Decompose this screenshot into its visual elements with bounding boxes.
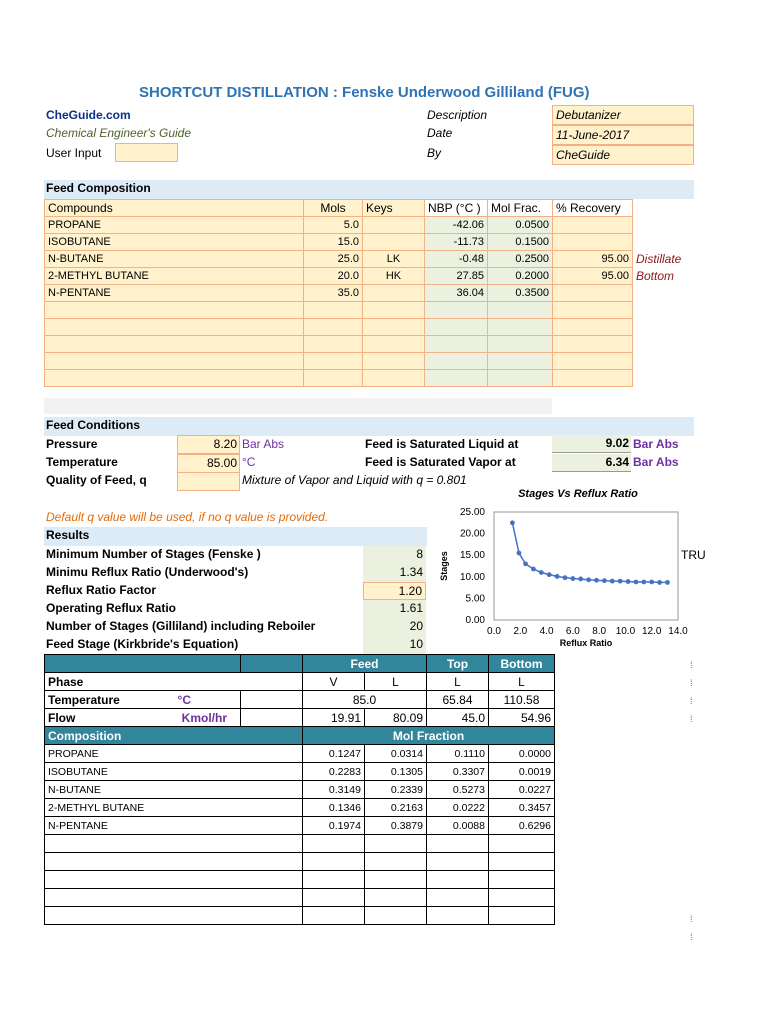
- data-point: [634, 580, 639, 585]
- edge-mark: ⁞: [690, 714, 693, 724]
- data-point: [618, 579, 623, 584]
- feed-row: [45, 251, 695, 268]
- mols-input[interactable]: [304, 353, 363, 370]
- nbp-value: -11.73: [425, 234, 488, 251]
- composition-name: [45, 871, 303, 889]
- feed-conditions-header: Feed Conditions: [44, 417, 694, 436]
- molfrac-value: 0.2000: [488, 268, 553, 285]
- key-input[interactable]: [363, 353, 425, 370]
- molfrac-value: [488, 336, 553, 353]
- key-input[interactable]: [363, 370, 425, 387]
- composition-value: 0.5273: [427, 781, 489, 799]
- key-input[interactable]: LK: [363, 251, 425, 268]
- composition-value: [365, 835, 427, 853]
- data-point: [626, 579, 631, 584]
- edge-mark: ⁞: [690, 696, 693, 706]
- q-label: Quality of Feed, q: [46, 473, 147, 487]
- feed-row: [45, 217, 695, 234]
- mixture-note: Mixture of Vapor and Liquid with q = 0.801: [242, 473, 467, 487]
- composition-value: 0.1346: [303, 799, 365, 817]
- composition-row: [45, 745, 555, 763]
- data-point: [510, 520, 515, 525]
- compound-name[interactable]: N-BUTANE: [45, 251, 304, 268]
- composition-name: ISOBUTANE: [45, 763, 303, 781]
- composition-name: [45, 889, 303, 907]
- composition-value: [303, 871, 365, 889]
- composition-value: [365, 853, 427, 871]
- stream-table: [44, 654, 555, 925]
- plot-area: [494, 512, 678, 620]
- data-point: [641, 580, 646, 585]
- composition-value: [365, 871, 427, 889]
- molfrac-value: [488, 370, 553, 387]
- recovery-label: [633, 353, 695, 370]
- composition-value: 0.0222: [427, 799, 489, 817]
- flow-top: 45.0: [427, 709, 489, 727]
- recovery-input[interactable]: 95.00: [553, 251, 633, 268]
- recovery-label: Distillate: [636, 252, 682, 266]
- col-mols: Mols: [304, 200, 363, 217]
- pressure-label: Pressure: [46, 437, 98, 451]
- composition-value: 0.0314: [365, 745, 427, 763]
- chart-title: Stages Vs Reflux Ratio: [518, 488, 638, 500]
- nbp-value: [425, 370, 488, 387]
- molfrac-value: [488, 319, 553, 336]
- temp-feed: 85.0: [303, 691, 427, 709]
- col-compounds: Compounds: [45, 200, 304, 217]
- mols-input[interactable]: 35.0: [304, 285, 363, 302]
- temp-unit: °C: [177, 692, 191, 707]
- recovery-label: Bottom: [636, 269, 675, 283]
- molfrac-value: 0.3500: [488, 285, 553, 302]
- col-keys: Keys: [363, 200, 425, 217]
- top-col-header: Top: [427, 655, 489, 673]
- nbp-value: 36.04: [425, 285, 488, 302]
- date-label: Date: [427, 126, 453, 140]
- key-input[interactable]: [363, 302, 425, 319]
- q-input[interactable]: [177, 472, 240, 491]
- temp-bottom: 110.58: [489, 691, 555, 709]
- key-input[interactable]: [363, 336, 425, 353]
- x-tick-label: 6.0: [565, 626, 580, 637]
- phase-l: L: [365, 673, 427, 691]
- composition-value: [489, 871, 555, 889]
- edge-mark: ⁞: [690, 660, 693, 670]
- x-tick-label: 4.0: [539, 626, 554, 637]
- date-input[interactable]: [552, 125, 694, 145]
- temperature-label: Temperature: [46, 455, 118, 469]
- mols-input[interactable]: [304, 370, 363, 387]
- composition-value: 0.1974: [303, 817, 365, 835]
- pressure-value: 8.20: [213, 437, 237, 451]
- mols-input[interactable]: 15.0: [304, 234, 363, 251]
- recovery-input[interactable]: 95.00: [553, 268, 633, 285]
- data-point: [657, 580, 662, 585]
- composition-value: [427, 853, 489, 871]
- composition-value: 0.3879: [365, 817, 427, 835]
- nbp-value: [425, 353, 488, 370]
- description-input[interactable]: [552, 105, 694, 125]
- composition-name: [45, 853, 303, 871]
- composition-value: [427, 889, 489, 907]
- y-tick-label: 25.00: [459, 507, 485, 518]
- x-tick-label: 12.0: [641, 626, 662, 637]
- molfrac-value: [488, 353, 553, 370]
- composition-value: 0.1305: [365, 763, 427, 781]
- composition-value: 0.1110: [427, 745, 489, 763]
- recovery-label: [633, 217, 695, 234]
- result-label: Operating Reflux Ratio: [46, 601, 177, 615]
- data-point: [539, 570, 544, 575]
- sat-liquid-label: Feed is Saturated Liquid at: [365, 437, 519, 451]
- result-value: 1.34: [363, 564, 426, 582]
- x-tick-label: 2.0: [513, 626, 528, 637]
- composition-row: [45, 763, 555, 781]
- result-row: [44, 600, 428, 618]
- key-input[interactable]: [363, 217, 425, 234]
- nbp-value: 27.85: [425, 268, 488, 285]
- compound-name[interactable]: [45, 319, 304, 336]
- data-point: [555, 574, 560, 579]
- recovery-label: [633, 370, 695, 387]
- recovery-input[interactable]: [553, 217, 633, 234]
- recovery-input[interactable]: [553, 353, 633, 370]
- sat-vapor-label: Feed is Saturated Vapor at: [365, 455, 516, 469]
- molfrac-value: 0.1500: [488, 234, 553, 251]
- description-value: Debutanizer: [556, 108, 621, 122]
- date-value: 11-June-2017: [556, 128, 630, 142]
- compound-name[interactable]: [45, 353, 304, 370]
- composition-value: 0.0227: [489, 781, 555, 799]
- composition-name: N-PENTANE: [45, 817, 303, 835]
- x-tick-label: 10.0: [615, 626, 636, 637]
- edge-mark: ⁞: [690, 678, 693, 688]
- feed-col-header: Feed: [303, 655, 427, 673]
- composition-value: 0.3457: [489, 799, 555, 817]
- phase-top: L: [427, 673, 489, 691]
- composition-value: 0.6296: [489, 817, 555, 835]
- stream-table-wrap: [44, 654, 555, 925]
- composition-name: [45, 835, 303, 853]
- recovery-input[interactable]: [553, 319, 633, 336]
- compound-name[interactable]: 2-METHYL BUTANE: [45, 268, 304, 285]
- composition-row: [45, 871, 555, 889]
- feed-row: [45, 234, 695, 251]
- composition-value: 0.3149: [303, 781, 365, 799]
- composition-value: [427, 871, 489, 889]
- composition-row: [45, 889, 555, 907]
- site-subtitle: Chemical Engineer's Guide: [46, 126, 192, 140]
- composition-value: [427, 907, 489, 925]
- recovery-input[interactable]: [553, 302, 633, 319]
- feed-row: [45, 302, 695, 319]
- y-tick-label: 20.00: [459, 528, 485, 540]
- temperature-unit: °C: [242, 455, 256, 469]
- page-title: SHORTCUT DISTILLATION : Fenske Underwood Gilliland (FUG): [139, 84, 590, 101]
- data-point: [586, 577, 591, 582]
- composition-value: 0.2283: [303, 763, 365, 781]
- flow-bottom: 54.96: [489, 709, 555, 727]
- x-tick-label: 0.0: [487, 626, 501, 637]
- temperature-value: 85.00: [206, 456, 237, 470]
- sat-vapor-value: 6.34: [552, 454, 631, 472]
- feed-row: [45, 268, 695, 285]
- nbp-value: -0.48: [425, 251, 488, 268]
- recovery-input[interactable]: [553, 285, 633, 302]
- key-input[interactable]: [363, 234, 425, 251]
- compound-name[interactable]: N-PENTANE: [45, 285, 304, 302]
- data-point: [531, 567, 536, 572]
- compound-name[interactable]: ISOBUTANE: [45, 234, 304, 251]
- sat-liquid-value: 9.02: [552, 435, 631, 453]
- molfrac-value: [488, 302, 553, 319]
- series-line: [512, 523, 667, 583]
- feed-composition-table: [44, 199, 695, 387]
- composition-row: [45, 853, 555, 871]
- compound-name[interactable]: PROPANE: [45, 217, 304, 234]
- result-label: Minimu Reflux Ratio (Underwood's): [46, 565, 249, 579]
- nbp-value: -42.06: [425, 217, 488, 234]
- key-input[interactable]: [363, 285, 425, 302]
- result-row: [44, 636, 428, 654]
- col-recovery: % Recovery: [553, 200, 633, 217]
- nbp-value: [425, 336, 488, 353]
- user-input-legend-box: [115, 143, 178, 162]
- x-tick-label: 8.0: [592, 626, 607, 637]
- feed-row: [45, 353, 695, 370]
- composition-value: [303, 835, 365, 853]
- side-text: TRU: [681, 548, 706, 562]
- result-value: 20: [363, 618, 426, 636]
- sat-liquid-unit: Bar Abs: [633, 437, 679, 451]
- composition-value: 0.2339: [365, 781, 427, 799]
- data-point: [517, 551, 522, 556]
- site-name[interactable]: CheGuide.com: [46, 108, 131, 122]
- feed-composition-header: Feed Composition: [44, 180, 694, 199]
- composition-row: [45, 907, 555, 925]
- composition-value: [303, 853, 365, 871]
- composition-value: [365, 907, 427, 925]
- composition-value: 0.2163: [365, 799, 427, 817]
- col-molfrac: Mol Frac.: [488, 200, 553, 217]
- mols-input[interactable]: [304, 336, 363, 353]
- data-point: [578, 577, 583, 582]
- edge-mark: ⁞: [690, 914, 693, 924]
- mols-input[interactable]: 5.0: [304, 217, 363, 234]
- composition-value: [427, 835, 489, 853]
- data-point: [547, 572, 552, 577]
- result-label: Reflux Ratio Factor: [46, 583, 157, 597]
- composition-value: 0.0019: [489, 763, 555, 781]
- composition-value: [489, 907, 555, 925]
- recovery-label: [633, 285, 695, 302]
- y-axis-label: Stages: [439, 551, 449, 581]
- composition-value: [303, 907, 365, 925]
- result-row: [44, 582, 428, 600]
- mols-input[interactable]: 25.0: [304, 251, 363, 268]
- result-row: [44, 546, 428, 564]
- data-point: [602, 578, 607, 583]
- result-value: 10: [363, 636, 426, 654]
- data-point: [594, 578, 599, 583]
- composition-row: [45, 835, 555, 853]
- y-tick-label: 15.00: [459, 550, 485, 562]
- data-point: [570, 576, 575, 581]
- molfrac-value: 0.0500: [488, 217, 553, 234]
- composition-value: [303, 889, 365, 907]
- data-point: [665, 580, 670, 585]
- data-point: [523, 561, 528, 566]
- bottom-col-header: Bottom: [489, 655, 555, 673]
- composition-name: PROPANE: [45, 745, 303, 763]
- feed-row: [45, 319, 695, 336]
- y-tick-label: 5.00: [465, 593, 485, 605]
- result-label: Number of Stages (Gilliland) including Reboiler: [46, 619, 316, 633]
- composition-value: [489, 889, 555, 907]
- x-tick-label: 14.0: [668, 626, 688, 637]
- compound-name[interactable]: [45, 302, 304, 319]
- result-label: Feed Stage (Kirkbride's Equation): [46, 637, 239, 651]
- composition-name: 2-METHYL BUTANE: [45, 799, 303, 817]
- composition-row: [45, 817, 555, 835]
- temp-top: 65.84: [427, 691, 489, 709]
- result-row: [44, 564, 428, 582]
- recovery-label: [633, 302, 695, 319]
- reflux-factor-input[interactable]: 1.20: [363, 582, 426, 600]
- composition-row: [45, 799, 555, 817]
- by-label: By: [427, 146, 442, 160]
- mols-input[interactable]: 20.0: [304, 268, 363, 285]
- flow-label: Flow Kmol/hr: [45, 709, 241, 727]
- feed-composition-table-wrap: [44, 199, 695, 387]
- data-point: [649, 580, 654, 585]
- nbp-value: [425, 319, 488, 336]
- molfrac-value: 0.2500: [488, 251, 553, 268]
- x-axis-label: Reflux Ratio: [559, 638, 613, 648]
- recovery-input[interactable]: [553, 370, 633, 387]
- composition-label: Composition: [45, 727, 303, 745]
- feed-row: [45, 285, 695, 302]
- flow-v: 19.91: [303, 709, 365, 727]
- recovery-input[interactable]: [553, 234, 633, 251]
- edge-mark: ⁞: [690, 932, 693, 942]
- key-input[interactable]: [363, 319, 425, 336]
- composition-name: [45, 907, 303, 925]
- recovery-label: [633, 234, 695, 251]
- pressure-input[interactable]: [177, 435, 240, 454]
- feed-row: [45, 370, 695, 387]
- results-header: Results: [44, 527, 427, 546]
- recovery-label: [633, 319, 695, 336]
- col-nbp: NBP (°C ): [425, 200, 488, 217]
- composition-name: N-BUTANE: [45, 781, 303, 799]
- result-value: 8: [363, 546, 426, 564]
- y-tick-label: 10.00: [459, 571, 485, 583]
- composition-value: 0.3307: [427, 763, 489, 781]
- mols-input[interactable]: [304, 319, 363, 336]
- feed-composition-gray-bar: [44, 398, 552, 414]
- composition-value: 0.1247: [303, 745, 365, 763]
- composition-value: 0.0088: [427, 817, 489, 835]
- composition-value: [489, 853, 555, 871]
- recovery-input[interactable]: [553, 336, 633, 353]
- nbp-value: [425, 302, 488, 319]
- default-q-note: Default q value will be used, if no q value is provided.: [46, 510, 329, 524]
- user-input-label: User Input: [46, 146, 102, 160]
- sat-vapor-unit: Bar Abs: [633, 455, 679, 469]
- results-list: [44, 546, 428, 654]
- composition-value: [489, 835, 555, 853]
- pressure-unit: Bar Abs: [242, 437, 285, 451]
- compound-name[interactable]: [45, 370, 304, 387]
- feed-row: [45, 336, 695, 353]
- temperature-input[interactable]: [177, 454, 240, 473]
- result-label: Minimum Number of Stages (Fenske ): [46, 547, 261, 561]
- phase-label: Phase: [45, 673, 303, 691]
- molfrac-label: Mol Fraction: [303, 727, 555, 745]
- mols-input[interactable]: [304, 302, 363, 319]
- data-point: [563, 575, 568, 580]
- description-label: Description: [427, 108, 488, 122]
- data-point: [610, 579, 615, 584]
- temp-label: Temperature °C: [45, 691, 241, 709]
- composition-row: [45, 781, 555, 799]
- by-value: CheGuide: [556, 148, 611, 162]
- composition-value: [365, 889, 427, 907]
- y-tick-label: 0.00: [465, 615, 485, 626]
- result-value: 1.61: [363, 600, 426, 618]
- composition-value: 0.0000: [489, 745, 555, 763]
- compound-name[interactable]: [45, 336, 304, 353]
- stages-vs-reflux-chart: [430, 480, 690, 655]
- recovery-label: [633, 336, 695, 353]
- flow-l: 80.09: [365, 709, 427, 727]
- phase-v: V: [303, 673, 365, 691]
- by-input[interactable]: [552, 145, 694, 165]
- result-row: [44, 618, 428, 636]
- flow-unit: Kmol/hr: [181, 710, 227, 725]
- phase-bottom: L: [489, 673, 555, 691]
- key-input[interactable]: HK: [363, 268, 425, 285]
